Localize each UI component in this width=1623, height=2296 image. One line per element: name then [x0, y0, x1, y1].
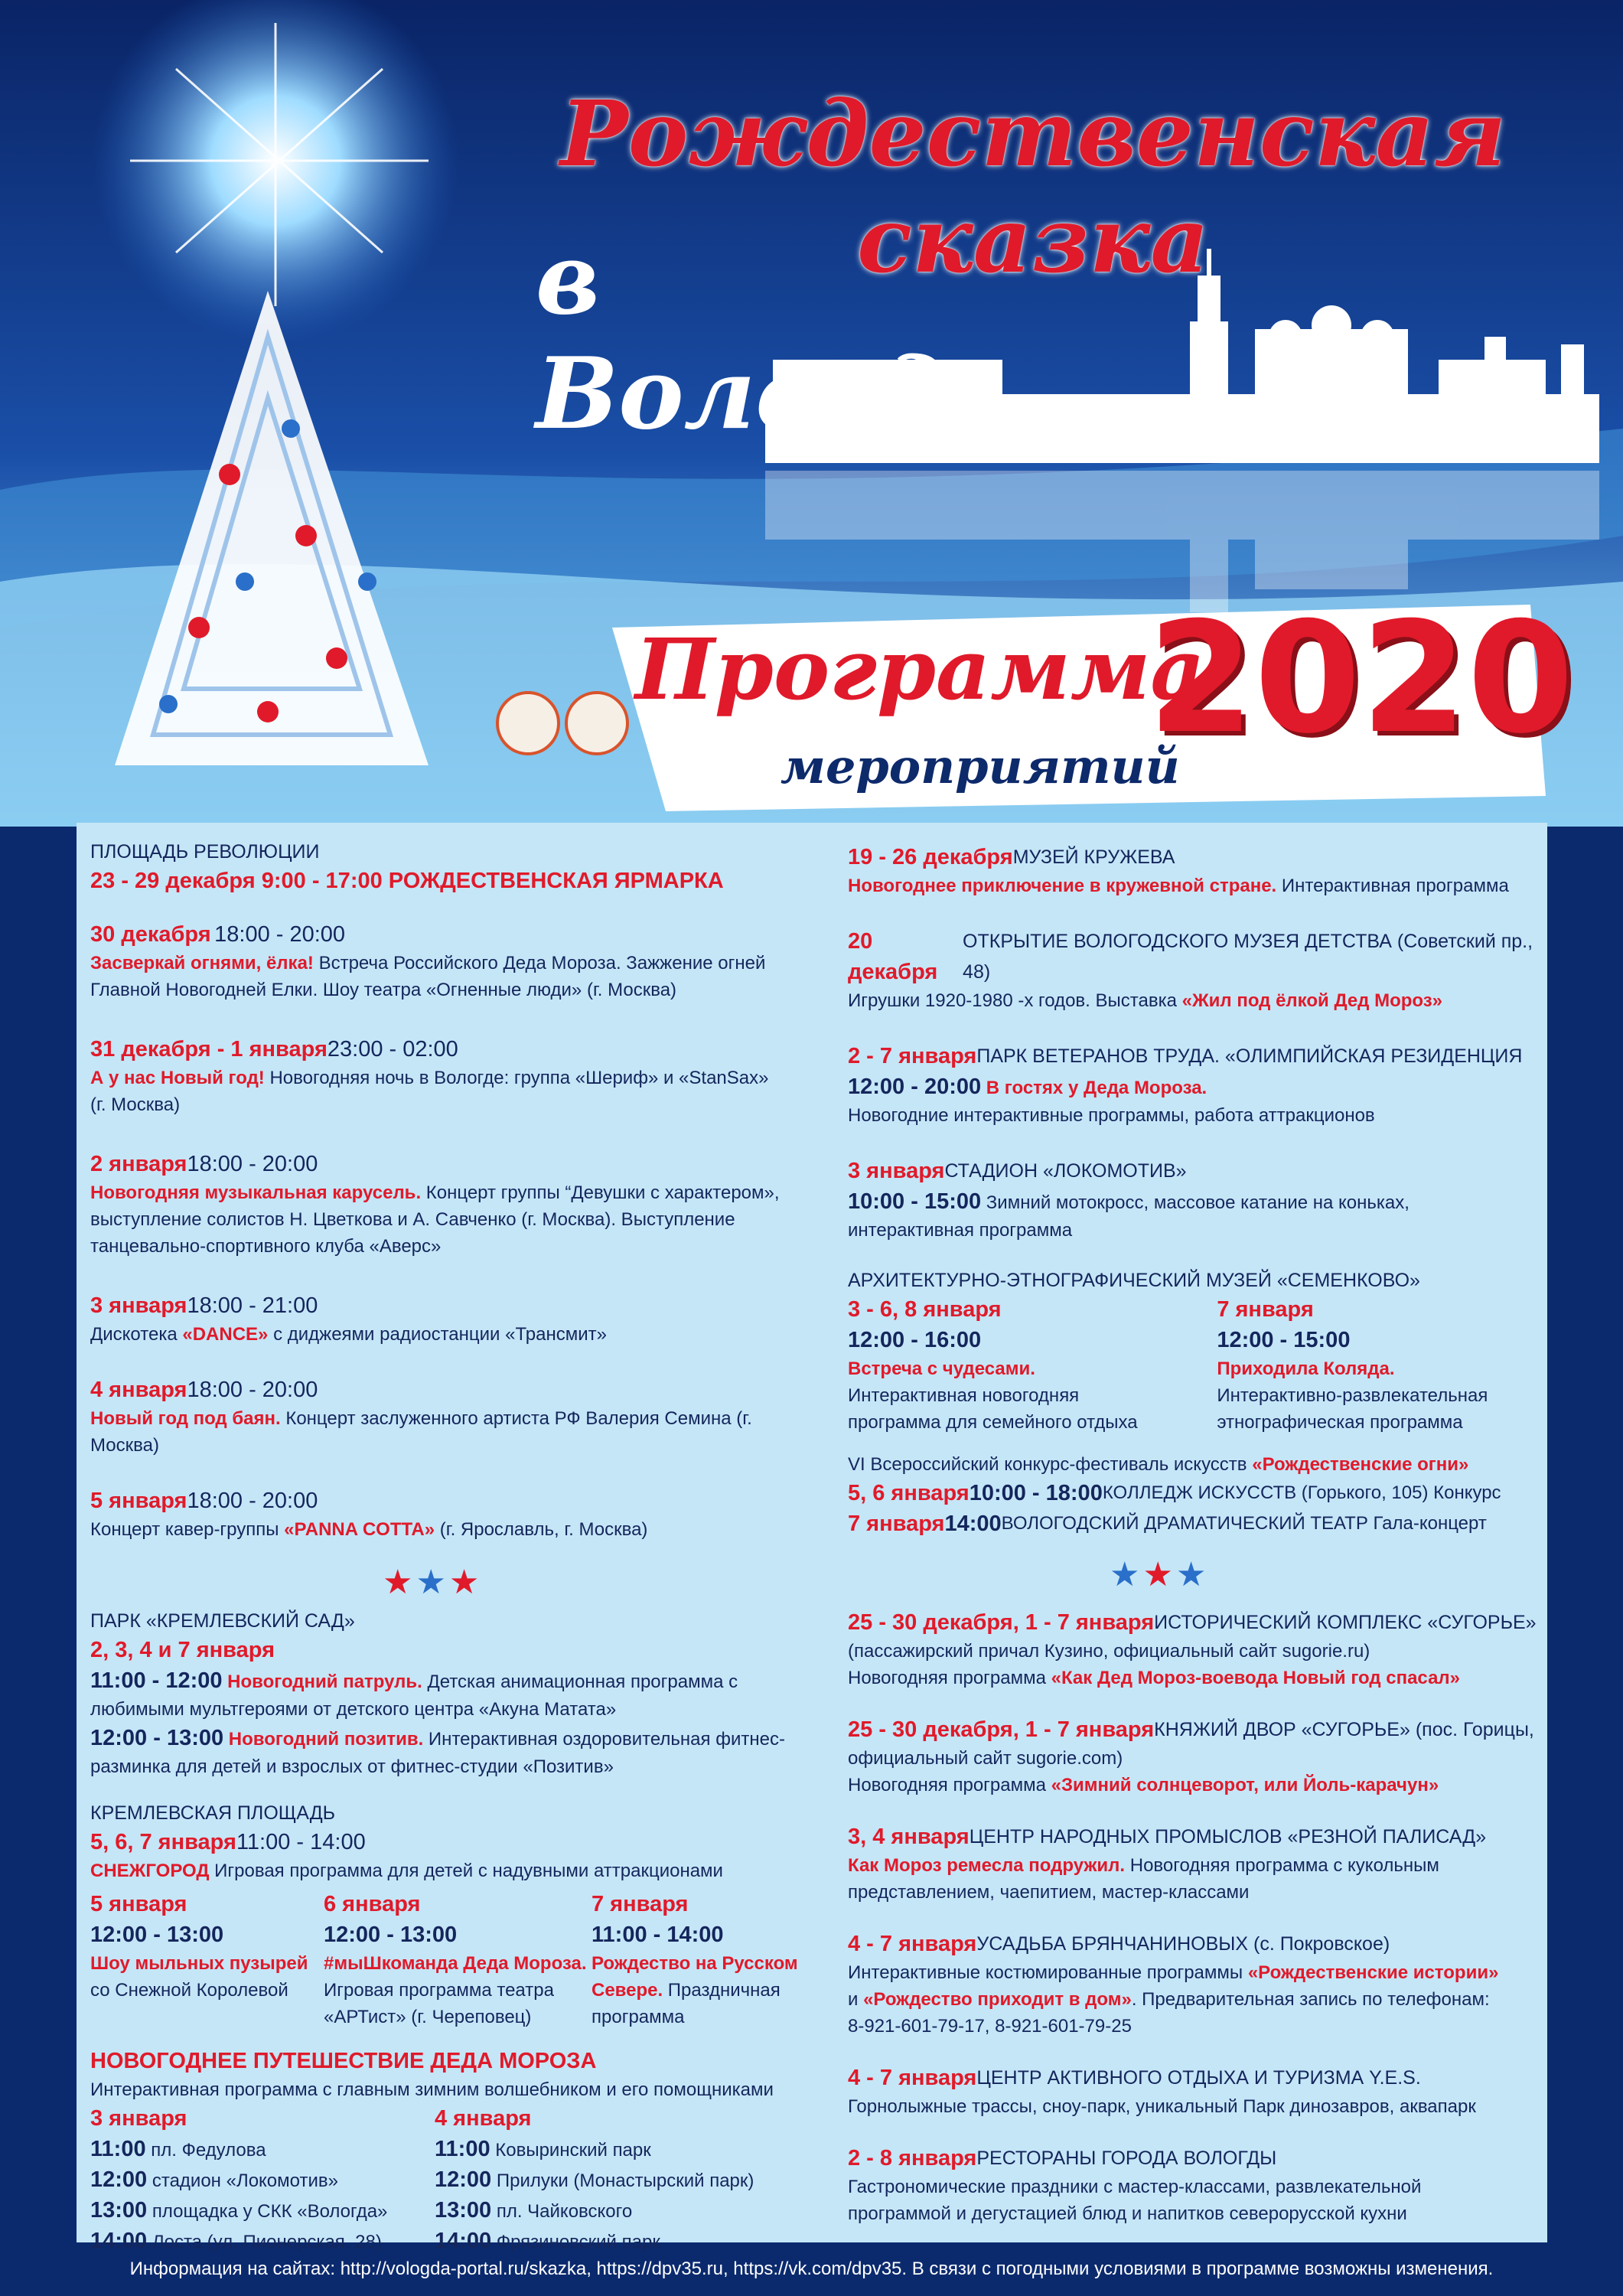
left-column [90, 838, 810, 2256]
event-text: (г. Ярославль, г. Москва) [435, 1519, 648, 1540]
star-icon: ★ [448, 1564, 480, 1601]
event-text: Игровая программа театра [324, 1980, 554, 2001]
event-sugorie-court [848, 1714, 1537, 1799]
event-time: 18:00 - 21:00 [187, 1293, 318, 1318]
stop-place: Лоста (ул. Пионерская, 28) [147, 2232, 382, 2252]
event-text: Игровая программа для детей с надувными аттракционами [209, 1861, 723, 1881]
event-text: Интерактивная новогодняя [848, 1385, 1080, 1406]
stop-time: 12:00 [90, 2167, 148, 2192]
banner-program-word: Программа [635, 620, 1205, 719]
subevent-jan7 [592, 1889, 810, 2030]
event-text: Концерт заслуженного артиста РФ Валерия Семина (г. Москва) [90, 1408, 752, 1456]
event-date: 4 - 7 января [848, 2066, 977, 2090]
event-highlight: В гостях у Деда Мороза. [981, 1078, 1207, 1098]
event-date: 4 января [90, 1378, 187, 1402]
event-highlight: СНЕЖГОРОД [90, 1861, 210, 1881]
event-date: 2 - 7 января [848, 1044, 977, 1068]
semenkovo-col-2 [1217, 1294, 1537, 1436]
event-date: 7 января [592, 1892, 689, 1916]
event-revolution-square [90, 838, 810, 896]
event-highlight: «DANCE» [182, 1324, 269, 1345]
event-highlight: Встреча с чудесами. [848, 1358, 1035, 1379]
star-icon: ★ [1110, 1556, 1140, 1593]
event-date: 19 - 26 декабря [848, 845, 1013, 869]
event-jan3-disco [90, 1290, 810, 1348]
event-highlight: Новый год под баян. [90, 1408, 281, 1429]
event-time: 10:00 - 15:00 [848, 1189, 982, 1214]
journey-jan4 [435, 2103, 802, 2256]
event-dec30 [90, 919, 810, 1003]
title-line-2: в Вологде [536, 222, 1007, 452]
event-text: Детская анимационная программа с [422, 1671, 738, 1692]
event-olympic-residence [848, 1041, 1537, 1129]
event-text: любимыми мультгероями от детского центра «Акуна Матата» [90, 1699, 617, 1720]
event-childhood-museum [848, 926, 1537, 1014]
event-highlight: «Как Дед Мороз-воевода Новый год спасал» [1051, 1668, 1461, 1688]
event-text: этнографическая программа [1217, 1412, 1463, 1433]
event-time: 14:00 [944, 1512, 1002, 1536]
stop-place: пл. Федулова [145, 2140, 266, 2161]
event-date: 31 декабря - 1 января [90, 1037, 328, 1062]
stars-divider [1108, 1558, 1537, 1592]
event-time: 12:00 - 20:00 [848, 1075, 982, 1099]
event-text: Главной Новогодней Елки. Шоу театра «Огненные люди» (г. Москва) [90, 980, 677, 1000]
venue-label: ПАРК ВЕТЕРАНОВ ТРУДА. «ОЛИМПИЙСКАЯ РЕЗИДЕНЦИЯ [976, 1045, 1523, 1067]
event-time: 10:00 - 18:00 [969, 1481, 1103, 1505]
banner-year: 2020 [1148, 589, 1574, 768]
event-text: Концерт кавер-группы [90, 1519, 285, 1540]
event-text: «АРТист» (г. Череповец) [324, 2007, 532, 2027]
venue-label: ЦЕНТР АКТИВНОГО ОТДЫХА И ТУРИЗМА Y.E.S. [976, 2067, 1421, 2089]
event-text: и [848, 1989, 864, 2010]
event-highlight: «Зимний солнцеворот, или Йоль-карачун» [1051, 1775, 1439, 1795]
event-highlight: Новогоднее приключение в кружевной стране. [848, 876, 1277, 896]
event-date: 5 января [90, 1892, 187, 1916]
event-highlight: Рождество на Русском [592, 1953, 798, 1974]
banner-events-word: мероприятий [781, 739, 1180, 794]
event-brianchaninov-estate [848, 1929, 1537, 2040]
stop-time: 12:00 [435, 2167, 492, 2192]
event-date: 4 января [435, 2106, 532, 2131]
event-text: программа для семейного отдыха [848, 1412, 1138, 1433]
event-text: (г. Москва) [90, 1094, 181, 1115]
star-icon: ★ [1142, 1556, 1173, 1593]
event-santa-journey [90, 2046, 810, 2256]
event-text: Интерактивные костюмированные программы [848, 1962, 1248, 1983]
event-date: 2 - 8 января [848, 2146, 977, 2170]
event-time: 18:00 - 20:00 [214, 922, 346, 947]
stop-place: площадка у СКК «Вологда» [147, 2201, 388, 2222]
event-yes-center [848, 2063, 1537, 2120]
event-jan2 [90, 1149, 810, 1260]
event-time: 11:00 - 14:00 [236, 1830, 366, 1854]
venue-label: ПЛОЩАДЬ РЕВОЛЮЦИИ [90, 841, 320, 863]
event-highlight: «Рождественские истории» [1247, 1962, 1499, 1983]
stop-time: 13:00 [435, 2198, 492, 2223]
venue-label: ПАРК «КРЕМЛЕВСКИЙ САД» [90, 1610, 355, 1632]
event-text: программа [592, 2007, 685, 2027]
event-text: выступление солистов Н. Цветкова и А. Савченко (г. Москва). Выступление [90, 1209, 735, 1230]
event-jan5 [90, 1486, 810, 1543]
stop-place: стадион «Локомотив» [147, 2170, 338, 2191]
event-time: 18:00 - 20:00 [187, 1378, 318, 1402]
seal-lace [566, 693, 627, 754]
event-semenkovo [848, 1267, 1537, 1436]
event-highlight: Приходила Коляда. [1217, 1358, 1395, 1379]
footer-info: Информация на сайтах: http://vologda-portal.ru/skazka, https://dpv35.ru, https://vk.com/dpv35. В связи с погодными условиями в программе возможны изменения. [129, 2258, 1494, 2279]
event-highlight: Шоу мыльных пузырей [90, 1953, 308, 1974]
event-highlight: «Рождественские огни» [1252, 1454, 1469, 1475]
event-highlight: Как Мороз ремесла подружил. [848, 1855, 1126, 1876]
event-time: 18:00 - 20:00 [187, 1489, 318, 1513]
event-date: 2 января [90, 1152, 187, 1176]
event-date: 5, 6 января [848, 1481, 970, 1505]
event-time: 12:00 - 15:00 [1217, 1328, 1351, 1352]
star-icon: ★ [383, 1564, 413, 1601]
event-kremlin-square [90, 1799, 810, 2030]
subevent-jan6 [324, 1889, 592, 2030]
event-date: 2, 3, 4 и 7 января [90, 1638, 275, 1662]
venue-label: РЕСТОРАНЫ ГОРОДА ВОЛОГДЫ [976, 2148, 1277, 2169]
section-title: НОВОГОДНЕЕ ПУТЕШЕСТВИЕ ДЕДА МОРОЗА [90, 2049, 597, 2073]
event-text: ВОЛОГОДСКИЙ ДРАМАТИЧЕСКИЙ ТЕАТР Гала-концерт [1001, 1513, 1487, 1534]
event-text: КОЛЛЕДЖ ИСКУССТВ (Горького, 105) Конкурс [1102, 1482, 1501, 1503]
event-text: Новогодняя программа [848, 1668, 1051, 1688]
venue-label: МУЗЕЙ КРУЖЕВА [1012, 846, 1175, 868]
event-text: Игрушки 1920-1980 -х годов. Выставка [848, 990, 1182, 1011]
event-text: Интерактивная оздоровительная фитнес- [423, 1729, 785, 1750]
seal-vologda [497, 693, 559, 754]
stars-divider [381, 1566, 810, 1600]
event-highlight: Новогодняя музыкальная карусель. [90, 1182, 422, 1203]
event-time: 11:00 - 12:00 [90, 1668, 223, 1693]
right-column [848, 842, 1537, 2227]
event-reznoy-palisad [848, 1821, 1537, 1906]
venue-label: УСАДЬБА БРЯНЧАНИНОВЫХ (с. Покровское) [976, 1933, 1390, 1955]
event-text: Гастрономические праздники с мастер-классами, развлекательной [848, 2177, 1422, 2197]
event-lokomotiv [848, 1156, 1537, 1244]
event-restaurants [848, 2143, 1537, 2227]
event-date: 5, 6, 7 января [90, 1830, 236, 1854]
event-sugorie-complex [848, 1607, 1537, 1691]
title-line-1: Рождественская сказка [559, 80, 1506, 293]
star-icon: ★ [416, 1564, 446, 1601]
event-lace-museum [848, 842, 1537, 899]
event-date: 3, 4 января [848, 1825, 970, 1849]
event-date: 7 января [848, 1512, 945, 1536]
event-text: Новогодняя ночь в Вологде: группа «Шериф» и «StanSax» [264, 1068, 769, 1088]
event-date: 3 - 6, 8 января [848, 1297, 1002, 1322]
event-highlight: Севере. [592, 1980, 663, 2001]
event-date: 4 - 7 января [848, 1932, 977, 1956]
event-highlight: Новогодний позитив. [223, 1729, 424, 1750]
event-text: Новогодняя программа с кукольным [1125, 1855, 1439, 1876]
event-text: Зимний мотокросс, массовое катание на коньках, [981, 1192, 1410, 1213]
event-text: Дискотека [90, 1324, 183, 1345]
semenkovo-col-1 [848, 1294, 1217, 1436]
event-text: Новогодняя программа [848, 1775, 1051, 1795]
event-text: Интерактивная программа с главным зимним волшебником и его помощниками [90, 2079, 774, 2100]
event-highlight: «Рождество приходит в дом» [863, 1989, 1132, 2010]
stop-time: 11:00 [435, 2137, 490, 2161]
event-text: танцевально-спортивного клуба «Аверс» [90, 1236, 442, 1257]
event-new-year-night [90, 1034, 810, 1118]
event-date: 3 января [848, 1159, 945, 1183]
event-time: 23:00 - 02:00 [327, 1037, 458, 1062]
subevent-jan5 [90, 1889, 324, 2030]
venue-label: АРХИТЕКТУРНО-ЭТНОГРАФИЧЕСКИЙ МУЗЕЙ «СЕМЕНКОВО» [848, 1270, 1420, 1291]
event-text: с диджеями радиостанции «Трансмит» [268, 1324, 607, 1345]
venue-label: СТАДИОН «ЛОКОМОТИВ» [944, 1160, 1187, 1182]
event-text: Интерактивная программа [1276, 876, 1509, 896]
stop-time: 14:00 [435, 2229, 492, 2253]
event-highlight: «PANNA COTTA» [284, 1519, 435, 1540]
event-time: 12:00 - 13:00 [324, 1923, 458, 1947]
event-text: официальный сайт sugorie.com) [848, 1748, 1123, 1769]
event-text: . Предварительная запись по телефонам: [1131, 1989, 1490, 2010]
event-highlight: А у нас Новый год! [90, 1068, 265, 1088]
event-text: со Снежной Королевой [90, 1980, 288, 2001]
phone-numbers: 8-921-601-79-17, 8-921-601-79-25 [848, 2016, 1132, 2037]
event-date: 5 января [90, 1489, 187, 1513]
venue-label: КРЕМЛЕВСКАЯ ПЛОЩАДЬ [90, 1802, 336, 1824]
event-text: программой и дегустацией блюд и напитков северорусской кухни [848, 2203, 1407, 2224]
event-text: разминка для детей и взрослых от фитнес-студии «Позитив» [90, 1756, 614, 1777]
event-kremlin-garden [90, 1607, 810, 1780]
event-text: (пассажирский причал Кузино, официальный сайт sugorie.ru) [848, 1641, 1370, 1662]
venue-label: КНЯЖИЙ ДВОР «СУГОРЬЕ» (пос. Горицы, [1154, 1719, 1534, 1740]
event-date: 6 января [324, 1892, 421, 1916]
event-date: 3 января [90, 2106, 187, 2131]
event-highlight: #мыШкоманда Деда Мороза. [324, 1953, 587, 1974]
event-text: интерактивная программа [848, 1220, 1073, 1241]
event-date: 25 - 30 декабря, 1 - 7 января [848, 1717, 1155, 1742]
event-date: 30 декабря [90, 922, 211, 947]
event-text: Новогодние интерактивные программы, работа аттракционов [848, 1105, 1375, 1126]
event-text: Горнолыжные трассы, сноу-парк, уникальный Парк динозавров, аквапарк [848, 2096, 1476, 2117]
stop-place: пл. Чайковского [491, 2201, 633, 2222]
stop-place: Прилуки (Монастырский парк) [491, 2170, 754, 2191]
event-highlight: «Жил под ёлкой Дед Мороз» [1181, 990, 1443, 1011]
event-text: Встреча Российского Деда Мороза. Зажжение огней [313, 953, 766, 974]
stop-time: 13:00 [90, 2198, 148, 2223]
venue-label: ОТКРЫТИЕ ВОЛОГОДСКОГО МУЗЕЯ ДЕТСТВА (Советский пр., 48) [963, 931, 1533, 983]
event-text: Праздничная [663, 1980, 781, 2001]
event-time: 18:00 - 20:00 [187, 1152, 318, 1176]
stop-place: Ковыринский парк [490, 2140, 651, 2161]
event-date: 20 декабря [848, 929, 938, 984]
event-christmas-lights-festival [848, 1451, 1537, 1539]
stop-place: Фрязиновский парк [491, 2232, 660, 2252]
event-text: Концерт группы “Девушки с характером», [421, 1182, 780, 1203]
event-highlight: Новогодний патруль. [222, 1671, 422, 1692]
event-date: 7 января [1217, 1297, 1314, 1322]
stop-time: 14:00 [90, 2229, 148, 2253]
event-jan4 [90, 1375, 810, 1459]
event-time: 12:00 - 16:00 [848, 1328, 982, 1352]
star-icon: ★ [1175, 1556, 1207, 1593]
event-date: 3 января [90, 1293, 187, 1318]
stop-time: 11:00 [90, 2137, 146, 2161]
event-text: представлением, чаепитием, мастер-классами [848, 1882, 1250, 1903]
event-text: Интерактивно-развлекательная [1217, 1385, 1488, 1406]
event-highlight: Засверкай огнями, ёлка! [90, 953, 314, 974]
event-time: 12:00 - 13:00 [90, 1923, 224, 1947]
event-date: 25 - 30 декабря, 1 - 7 января [848, 1610, 1155, 1635]
event-time: 12:00 - 13:00 [90, 1726, 224, 1750]
event-text: VI Всероссийский конкурс-фестиваль искусств [848, 1454, 1253, 1475]
venue-label: ИСТОРИЧЕСКИЙ КОМПЛЕКС «СУГОРЬЕ» [1154, 1612, 1537, 1633]
venue-label: ЦЕНТР НАРОДНЫХ ПРОМЫСЛОВ «РЕЗНОЙ ПАЛИСАД» [969, 1826, 1487, 1848]
event-time: 11:00 - 14:00 [592, 1923, 724, 1947]
journey-jan3 [90, 2103, 435, 2256]
event-line: 23 - 29 декабря 9:00 - 17:00 РОЖДЕСТВЕНСКАЯ ЯРМАРКА [90, 869, 724, 893]
